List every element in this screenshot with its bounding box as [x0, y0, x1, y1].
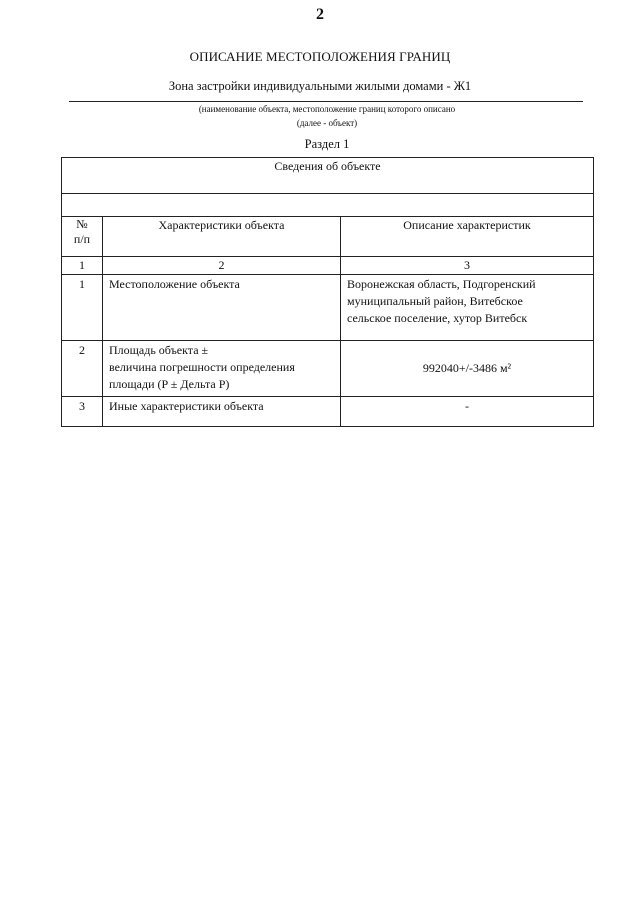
row-characteristic-line: величина погрешности определения: [109, 360, 295, 374]
table-blank-row: [62, 194, 594, 217]
table-blank-cell: [62, 194, 594, 217]
row-number: 1: [62, 275, 103, 341]
row-description-line: Воронежская область, Подгоренский: [347, 277, 536, 291]
table-row: [62, 397, 594, 427]
object-info-table: [61, 157, 594, 427]
row-characteristic: [103, 275, 341, 341]
row-characteristic-line: площади (P ± Дельта P): [109, 377, 230, 391]
object-caption-line-2: (далее - объект): [296, 118, 358, 128]
object-name-underline: [69, 101, 583, 102]
row-description-line: муниципальный район, Витебское: [347, 294, 523, 308]
row-characteristic-line: Местоположение объекта: [109, 277, 240, 291]
table-title: Сведения об объекте: [62, 158, 594, 194]
row-description: [341, 275, 594, 341]
object-name: Зона застройки индивидуальными жилыми домами - Ж1: [168, 79, 472, 93]
document-title: ОПИСАНИЕ МЕСТОПОЛОЖЕНИЯ ГРАНИЦ: [189, 49, 451, 64]
table-header-row: [62, 217, 594, 257]
column-index-1: 1: [62, 257, 103, 275]
header-description: Описание характеристик: [341, 217, 594, 257]
page-number: 2: [316, 6, 324, 23]
row-characteristic-line: Иные характеристики объекта: [109, 399, 264, 413]
header-characteristics: Характеристики объекта: [103, 217, 341, 257]
column-index-3: 3: [341, 257, 594, 275]
table-row: [62, 341, 594, 397]
table-row: [62, 275, 594, 341]
row-characteristic: [103, 341, 341, 397]
table-title-row: [62, 158, 594, 194]
row-number: 3: [62, 397, 103, 427]
row-characteristic-line: Площадь объекта ±: [109, 343, 209, 357]
row-description: -: [341, 397, 594, 427]
column-index-2: 2: [103, 257, 341, 275]
section-title: Раздел 1: [304, 137, 350, 151]
row-number: 2: [62, 341, 103, 397]
object-caption-line-1: (наименование объекта, местоположение границ которого описано: [198, 104, 456, 114]
row-characteristic: [103, 397, 341, 427]
row-description: 992040+/-3486 м²: [341, 341, 594, 397]
row-description-line: сельское поселение, хутор Витебск: [347, 311, 528, 325]
table-index-row: [62, 257, 594, 275]
header-number-line-2: п/п: [73, 232, 91, 246]
header-number-line-1: №: [76, 217, 88, 231]
header-number: [62, 217, 103, 257]
